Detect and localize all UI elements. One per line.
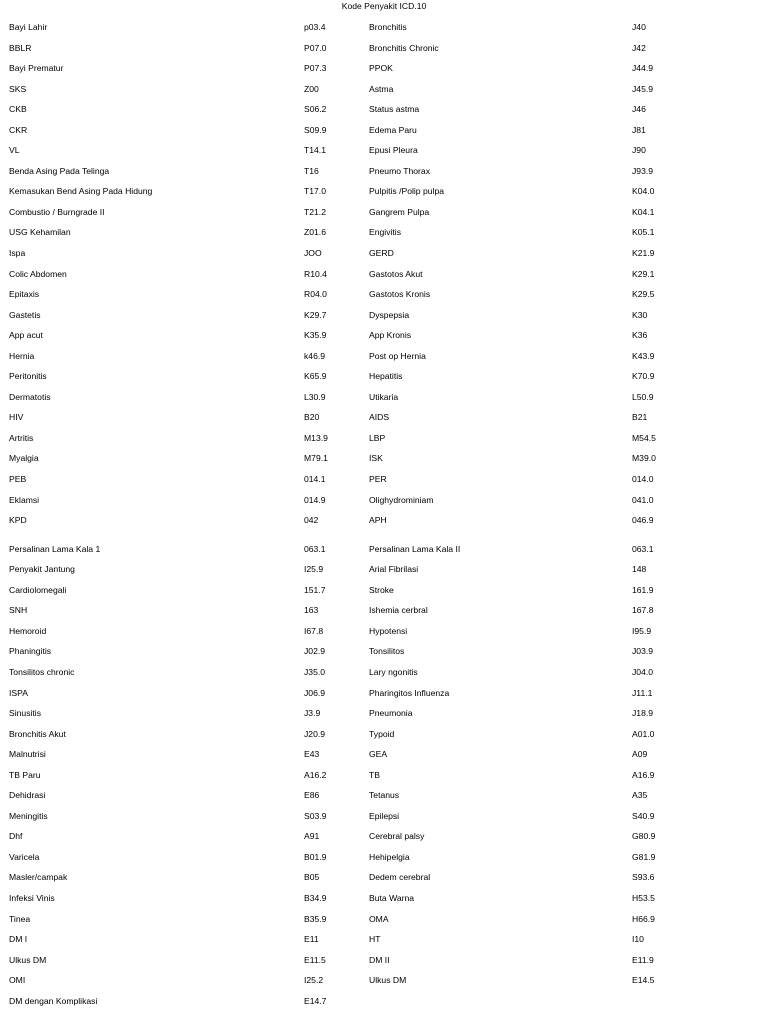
table-row bbox=[0, 748, 768, 769]
disease-name-left: Infeksi Vinis bbox=[9, 892, 55, 903]
disease-name-left: Phaningitis bbox=[9, 646, 52, 657]
disease-name-right: Tonsilitos bbox=[369, 646, 405, 657]
table-row bbox=[0, 728, 768, 749]
disease-name-left: Benda Asing Pada Telinga bbox=[9, 165, 110, 176]
disease-name-right: Hehipelgia bbox=[369, 851, 410, 862]
icd-code-right: A09 bbox=[632, 749, 648, 760]
icd-code-right: 046.9 bbox=[632, 515, 654, 526]
disease-name-right: Gangrem Pulpa bbox=[369, 206, 430, 217]
table-row bbox=[0, 563, 768, 584]
icd-code-right: B21 bbox=[632, 412, 648, 423]
icd-code-right: J44.9 bbox=[632, 63, 654, 74]
icd-code-right: K05.1 bbox=[632, 227, 655, 238]
icd-code-left: T16 bbox=[304, 165, 319, 176]
disease-name-right: Cerebral palsy bbox=[369, 831, 425, 842]
icd-code-left: I25.9 bbox=[304, 564, 324, 575]
table-row bbox=[0, 370, 768, 391]
disease-name-right: Pharingitos Influenza bbox=[369, 687, 450, 698]
disease-name-left: Tonsilitos chronic bbox=[9, 666, 75, 677]
icd-code-left: K65.9 bbox=[304, 371, 327, 382]
table-row bbox=[0, 144, 768, 165]
icd-code-right: J93.9 bbox=[632, 165, 654, 176]
icd-code-left: J35.0 bbox=[304, 666, 326, 677]
table-row bbox=[0, 452, 768, 473]
icd-code-left: J3.9 bbox=[304, 708, 321, 719]
icd-code-right: 041.0 bbox=[632, 494, 654, 505]
disease-name-right: Persalinan Lama Kala II bbox=[369, 543, 461, 554]
disease-name-right: Astma bbox=[369, 83, 394, 94]
icd-code-right: M54.5 bbox=[632, 432, 656, 443]
disease-name-right: Hypotensi bbox=[369, 625, 408, 636]
disease-name-left: Combustio / Burngrade II bbox=[9, 206, 105, 217]
icd-code-left: E11.5 bbox=[304, 954, 326, 965]
table-row bbox=[0, 625, 768, 646]
disease-name-left: Colic Abdomen bbox=[9, 268, 67, 279]
disease-name-right: DM II bbox=[369, 954, 390, 965]
icd-code-left: A16.2 bbox=[304, 769, 327, 780]
table-row bbox=[0, 350, 768, 371]
disease-name-left: CKB bbox=[9, 104, 27, 115]
icd-code-left: B35.9 bbox=[304, 913, 327, 924]
table-row bbox=[0, 309, 768, 330]
icd-code-right: M39.0 bbox=[632, 453, 656, 464]
disease-name-left: Dermatotis bbox=[9, 391, 51, 402]
icd-code-left: P07.0 bbox=[304, 42, 327, 53]
icd-code-left: S03.9 bbox=[304, 810, 327, 821]
icd-code-right: J18.9 bbox=[632, 708, 654, 719]
icd-code-left: I25.2 bbox=[304, 975, 324, 986]
icd-code-right: H53.5 bbox=[632, 892, 655, 903]
table-row bbox=[0, 604, 768, 625]
disease-name-right: APH bbox=[369, 515, 387, 526]
disease-name-right: LBP bbox=[369, 432, 386, 443]
table-row bbox=[0, 995, 768, 1016]
icd-code-left: E14.7 bbox=[304, 995, 327, 1006]
table-row bbox=[0, 42, 768, 63]
disease-name-right: Bronchitis bbox=[369, 22, 407, 32]
icd-code-right: J42 bbox=[632, 42, 646, 53]
icd-code-right: J40 bbox=[632, 22, 646, 32]
disease-name-right: Olighydrominiam bbox=[369, 494, 434, 505]
icd-code-right: K43.9 bbox=[632, 350, 655, 361]
table-row bbox=[0, 666, 768, 687]
table-row bbox=[0, 329, 768, 350]
icd-code-left: 151.7 bbox=[304, 584, 326, 595]
disease-name-left: Kemasukan Bend Asing Pada Hidung bbox=[9, 186, 153, 197]
table-row bbox=[0, 185, 768, 206]
disease-name-right: Engivitis bbox=[369, 227, 401, 238]
icd-code-left: B34.9 bbox=[304, 892, 327, 903]
icd-code-left: E43 bbox=[304, 749, 320, 760]
icd-code-right: J81 bbox=[632, 124, 646, 135]
icd-code-left: R10.4 bbox=[304, 268, 327, 279]
disease-name-left: Hernia bbox=[9, 350, 35, 361]
icd-code-left: J20.9 bbox=[304, 728, 326, 739]
icd-code-right: S40.9 bbox=[632, 810, 655, 821]
disease-name-left: Sinusitis bbox=[9, 708, 41, 719]
icd-code-left: 163 bbox=[304, 605, 319, 616]
icd-code-right: K21.9 bbox=[632, 248, 655, 259]
disease-name-left: Bayi Lahir bbox=[9, 22, 48, 32]
disease-name-right: Ishemia cerbral bbox=[369, 605, 428, 616]
disease-name-right: Buta Warna bbox=[369, 892, 415, 903]
disease-name-right: App Kronis bbox=[369, 330, 412, 341]
disease-name-right: Hepatitis bbox=[369, 371, 403, 382]
icd-code-left: R04.0 bbox=[304, 289, 327, 300]
disease-name-left: App acut bbox=[9, 330, 43, 341]
disease-name-left: Ispa bbox=[9, 248, 26, 259]
table-row bbox=[0, 411, 768, 432]
table-row bbox=[0, 584, 768, 605]
icd-code-right: S93.6 bbox=[632, 872, 655, 883]
table-row bbox=[0, 769, 768, 790]
disease-name-right: HT bbox=[369, 934, 381, 945]
icd-code-right: J03.9 bbox=[632, 646, 654, 657]
icd-code-right: I95.9 bbox=[632, 625, 652, 636]
table-row bbox=[0, 83, 768, 104]
disease-name-left: OMI bbox=[9, 975, 26, 986]
disease-name-left: Dhf bbox=[9, 831, 23, 842]
disease-name-left: Penyakit Jantung bbox=[9, 564, 75, 575]
icd-code-left: P07.3 bbox=[304, 63, 327, 74]
icd-code-right: J90 bbox=[632, 145, 646, 156]
icd-code-right: K29.5 bbox=[632, 289, 655, 300]
disease-name-left: Bayi Prematur bbox=[9, 63, 64, 74]
table-row bbox=[0, 165, 768, 186]
icd-code-right: 161.9 bbox=[632, 584, 654, 595]
icd-code-left: B20 bbox=[304, 412, 320, 423]
icd-code-right: A16.9 bbox=[632, 769, 655, 780]
table-row bbox=[0, 432, 768, 453]
table-row bbox=[0, 21, 768, 42]
table-row bbox=[0, 391, 768, 412]
disease-name-left: DM dengan Komplikasi bbox=[9, 995, 98, 1006]
disease-name-left: Peritonitis bbox=[9, 371, 47, 382]
table-row bbox=[0, 226, 768, 247]
disease-name-right: Epilepsi bbox=[369, 810, 400, 821]
icd-code-left: 042 bbox=[304, 515, 319, 526]
disease-name-right: Pulpitis /Polip pulpa bbox=[369, 186, 445, 197]
icd-code-left: T21.2 bbox=[304, 206, 326, 217]
disease-name-right: Utikaria bbox=[369, 391, 399, 402]
icd-code-right: A01.0 bbox=[632, 728, 655, 739]
disease-name-right: PPOK bbox=[369, 63, 393, 74]
icd-code-left: T17.0 bbox=[304, 186, 326, 197]
icd-code-left: k46.9 bbox=[304, 350, 326, 361]
icd-code-left: 063.1 bbox=[304, 543, 326, 554]
disease-name-left: Artritis bbox=[9, 432, 34, 443]
icd-code-right: K04.1 bbox=[632, 206, 655, 217]
icd-code-left: I67.8 bbox=[304, 625, 324, 636]
icd-code-left: p03.4 bbox=[304, 22, 326, 32]
table-row bbox=[0, 268, 768, 289]
disease-name-left: Myalgia bbox=[9, 453, 39, 464]
disease-name-right: AIDS bbox=[369, 412, 390, 423]
disease-name-right: PER bbox=[369, 474, 387, 485]
disease-name-right: Gastotos Akut bbox=[369, 268, 423, 279]
disease-name-left: KPD bbox=[9, 515, 27, 526]
icd-code-right: 148 bbox=[632, 564, 647, 575]
icd-code-left: B01.9 bbox=[304, 851, 327, 862]
icd-code-right: A35 bbox=[632, 790, 648, 801]
table-row bbox=[0, 871, 768, 892]
icd-code-right: J11.1 bbox=[632, 687, 653, 698]
table-row bbox=[0, 933, 768, 954]
disease-name-right: GEA bbox=[369, 749, 388, 760]
icd-code-table bbox=[0, 21, 768, 1015]
icd-code-right: K29.1 bbox=[632, 268, 655, 279]
icd-code-left: K29.7 bbox=[304, 309, 327, 320]
icd-code-right: E14.5 bbox=[632, 975, 655, 986]
disease-name-right: Tetanus bbox=[369, 790, 400, 801]
disease-name-left: Bronchitis Akut bbox=[9, 728, 66, 739]
disease-name-right: Ulkus DM bbox=[369, 975, 407, 986]
disease-name-left: USG Kehamilan bbox=[9, 227, 71, 238]
disease-name-right: Arial Fibrilasi bbox=[369, 564, 419, 575]
icd-code-right: E11.9 bbox=[632, 954, 654, 965]
icd-code-left: M13.9 bbox=[304, 432, 328, 443]
icd-code-left: K35.9 bbox=[304, 330, 327, 341]
icd-code-left: M79.1 bbox=[304, 453, 328, 464]
icd-code-left: Z00 bbox=[304, 83, 319, 94]
disease-name-right: Pneumonia bbox=[369, 708, 413, 719]
table-row bbox=[0, 707, 768, 728]
disease-name-left: SKS bbox=[9, 83, 27, 94]
table-row bbox=[0, 103, 768, 124]
disease-name-left: Varicela bbox=[9, 851, 40, 862]
icd-code-left: E86 bbox=[304, 790, 320, 801]
table-row bbox=[0, 974, 768, 995]
icd-code-right: K30 bbox=[632, 309, 648, 320]
icd-code-right: L50.9 bbox=[632, 391, 654, 402]
table-row bbox=[0, 514, 768, 535]
table-row bbox=[0, 830, 768, 851]
icd-code-right: J45.9 bbox=[632, 83, 654, 94]
table-row bbox=[0, 954, 768, 975]
disease-name-right: Typoid bbox=[369, 728, 395, 739]
table-row bbox=[0, 247, 768, 268]
table-row bbox=[0, 494, 768, 515]
table-row bbox=[0, 288, 768, 309]
icd-code-right: K04.0 bbox=[632, 186, 655, 197]
disease-name-right: Epusi Pleura bbox=[369, 145, 418, 156]
disease-name-right: ISK bbox=[369, 453, 383, 464]
icd-code-right: 063.1 bbox=[632, 543, 654, 554]
disease-name-right: Edema Paru bbox=[369, 124, 417, 135]
disease-name-left: Ulkus DM bbox=[9, 954, 47, 965]
disease-name-right: OMA bbox=[369, 913, 389, 924]
disease-name-left: Tinea bbox=[9, 913, 31, 924]
icd-code-right: G80.9 bbox=[632, 831, 656, 842]
disease-name-right: GERD bbox=[369, 248, 394, 259]
icd-code-right: G81.9 bbox=[632, 851, 656, 862]
disease-name-left: Persalinan Lama Kala 1 bbox=[9, 543, 101, 554]
icd-code-left: Z01.6 bbox=[304, 227, 326, 238]
disease-name-left: Epitaxis bbox=[9, 289, 40, 300]
icd-code-left: JOO bbox=[304, 248, 322, 259]
disease-name-left: Cardiolomegali bbox=[9, 584, 67, 595]
disease-name-right: Status astma bbox=[369, 104, 420, 115]
icd-code-right: H66.9 bbox=[632, 913, 655, 924]
disease-name-left: DM I bbox=[9, 934, 28, 945]
icd-code-left: T14.1 bbox=[304, 145, 326, 156]
disease-name-left: ISPA bbox=[9, 687, 28, 698]
table-row bbox=[0, 206, 768, 227]
icd-code-left: S06.2 bbox=[304, 104, 327, 115]
page-title: Kode Penyakit ICD.10 bbox=[341, 1, 427, 11]
disease-name-right: Pneumo Thorax bbox=[369, 165, 430, 176]
table-row bbox=[0, 810, 768, 831]
table-row bbox=[0, 687, 768, 708]
icd-code-right: K36 bbox=[632, 330, 648, 341]
table-row bbox=[0, 789, 768, 810]
disease-name-left: HIV bbox=[9, 412, 24, 423]
icd-code-right: J04.0 bbox=[632, 666, 654, 677]
disease-name-right: Dedem cerebral bbox=[369, 872, 431, 883]
disease-name-left: TB Paru bbox=[9, 769, 41, 780]
icd-code-left: J06.9 bbox=[304, 687, 326, 698]
icd-code-left: B05 bbox=[304, 872, 320, 883]
disease-name-left: Hemoroid bbox=[9, 625, 47, 636]
disease-name-left: Malnutrisi bbox=[9, 749, 46, 760]
disease-name-left: BBLR bbox=[9, 42, 32, 53]
disease-name-left: Dehidrasi bbox=[9, 790, 46, 801]
disease-name-right: TB bbox=[369, 769, 380, 780]
table-row bbox=[0, 124, 768, 145]
icd-code-left: 014.9 bbox=[304, 494, 326, 505]
table-row bbox=[0, 892, 768, 913]
disease-name-left: Masler/campak bbox=[9, 872, 68, 883]
icd-code-right: 167.8 bbox=[632, 605, 654, 616]
disease-name-right: Post op Hernia bbox=[369, 350, 426, 361]
icd-code-left: E11 bbox=[304, 934, 319, 945]
disease-name-left: Eklamsi bbox=[9, 494, 40, 505]
disease-name-right: Gastotos Kronis bbox=[369, 289, 431, 300]
icd-code-right: 014.0 bbox=[632, 474, 654, 485]
disease-name-right: Bronchitis Chronic bbox=[369, 42, 439, 53]
disease-name-left: SNH bbox=[9, 605, 28, 616]
disease-name-left: PEB bbox=[9, 474, 27, 485]
table-row bbox=[0, 851, 768, 872]
disease-name-left: Gastetis bbox=[9, 309, 41, 320]
icd-code-left: L30.9 bbox=[304, 391, 326, 402]
icd-code-right: K70.9 bbox=[632, 371, 655, 382]
table-row bbox=[0, 543, 768, 564]
disease-name-right: Lary ngonitis bbox=[369, 666, 418, 677]
table-row bbox=[0, 645, 768, 666]
disease-name-left: Meningitis bbox=[9, 810, 48, 821]
disease-name-left: CKR bbox=[9, 124, 28, 135]
disease-name-right: Dyspepsia bbox=[369, 309, 410, 320]
table-row bbox=[0, 62, 768, 83]
icd-code-right: I10 bbox=[632, 934, 644, 945]
table-row bbox=[0, 913, 768, 934]
disease-name-left: VL bbox=[9, 145, 20, 156]
icd-code-left: A91 bbox=[304, 831, 320, 842]
icd-code-left: J02.9 bbox=[304, 646, 326, 657]
icd-code-left: S09.9 bbox=[304, 124, 327, 135]
disease-name-right: Stroke bbox=[369, 584, 394, 595]
table-row bbox=[0, 473, 768, 494]
icd-code-right: J46 bbox=[632, 104, 646, 115]
icd-code-left: 014.1 bbox=[304, 474, 326, 485]
